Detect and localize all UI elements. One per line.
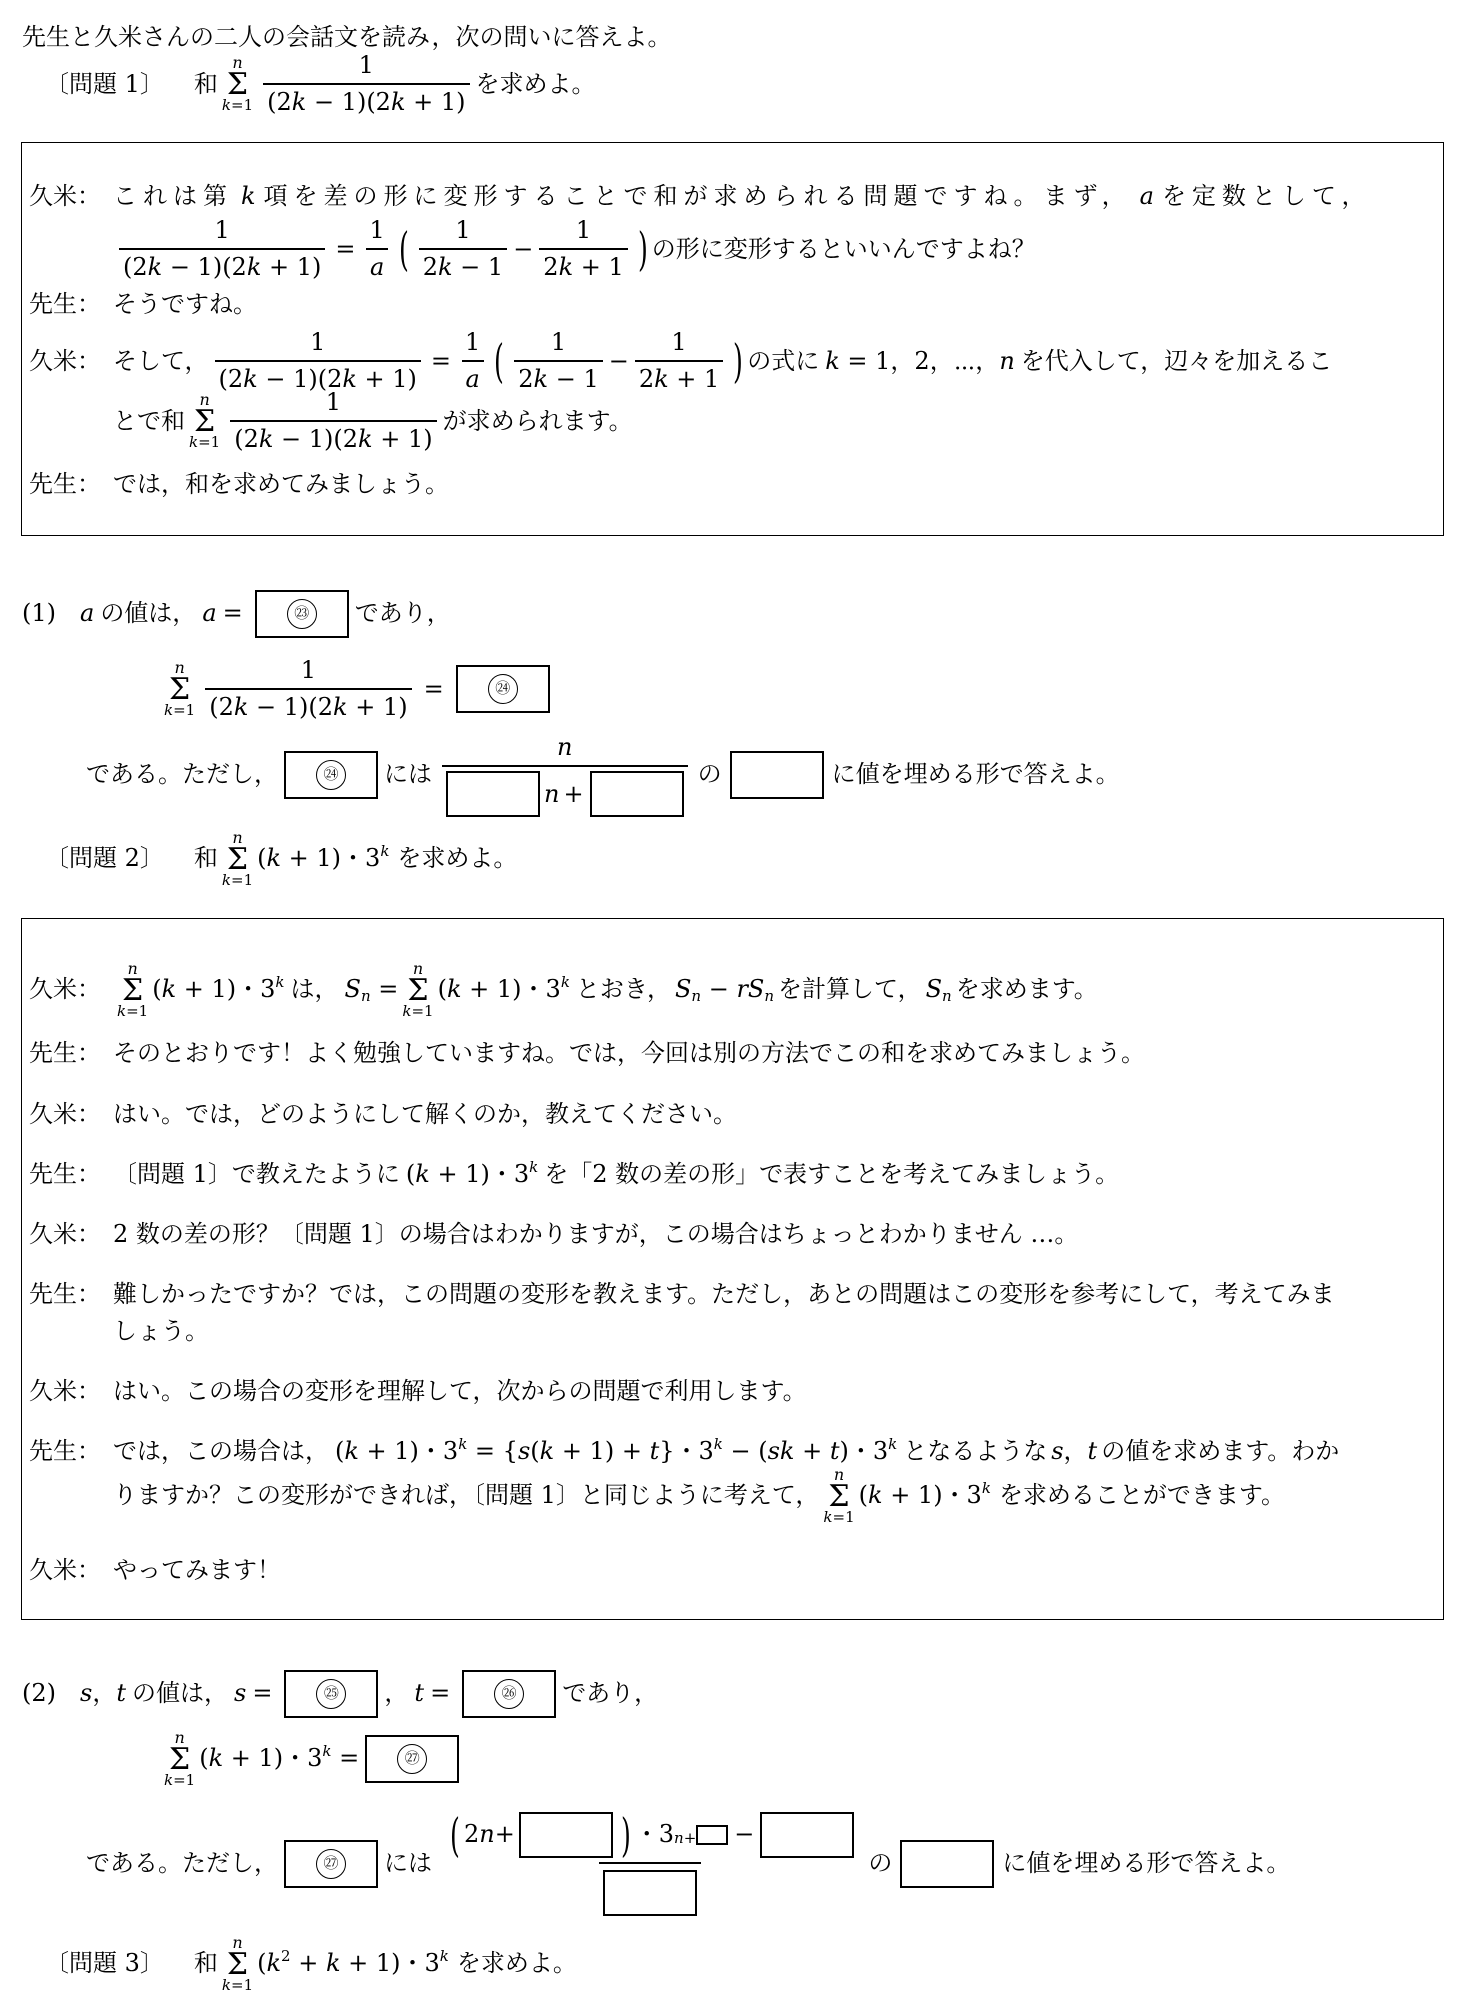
q1-line1: (1) a の値は， a = ㉓ であり， xyxy=(22,590,451,638)
dialog-text: が求められます。 xyxy=(442,406,633,435)
answer-box-25[interactable] xyxy=(284,1670,378,1718)
sum-symbol: n Σ k=1 xyxy=(189,390,221,452)
dialog-text: では，和を求めてみましょう。 xyxy=(113,470,449,498)
sum-symbol: n Σ k=1 xyxy=(221,1933,254,1994)
speaker-sensei: 先生： xyxy=(29,470,101,498)
blank-box[interactable] xyxy=(590,771,684,817)
answer-box-24-ref xyxy=(284,751,378,799)
q2-note: の xyxy=(868,1849,893,1878)
q1-line2: n Σ k=1 $\frac{1}{(2k - 1)(2k + 1)}$ = ㉔ xyxy=(160,655,556,723)
q2-line3 xyxy=(86,1808,1291,1916)
q2-label: (2) xyxy=(22,1679,56,1708)
dialog-text: やってみます！ xyxy=(113,1556,281,1584)
answer-number: ㉗ xyxy=(397,1744,427,1774)
speaker-sensei: 先生： xyxy=(29,290,101,318)
dialog-text: を「2 数の差の形」で表すことを考えてみましょう。 xyxy=(544,1160,1120,1188)
q1-note: である。ただし， xyxy=(86,760,278,788)
dialog-text: 項を差の形に変形することで和が求められる問題ですね。まず， xyxy=(263,182,1132,210)
dialog-text: とで和 xyxy=(113,406,185,435)
speaker-kume: 久米： xyxy=(29,975,101,1004)
dialog-text: そうですね。 xyxy=(113,290,257,318)
q2-line2: n Σ k=1 (k + 1)・$3^k$ = ㉗ xyxy=(160,1730,465,1788)
dialog-text: は， xyxy=(290,975,339,1004)
speaker-kume: 久米： xyxy=(29,1100,101,1128)
speaker-kume: 久米： xyxy=(29,1556,101,1584)
dialog2-line9: りますか？この変形ができれば，〔問題 1〕と同じように考えて， n Σ k=1 (k + 1)・3$^k$ を求めることができます。 xyxy=(113,1465,1286,1526)
answer-number: ㉗ xyxy=(316,1849,346,1879)
problem2-statement: 〔問題 2〕 和 n Σ k=1 (k + 1)・3$^k$ を求めよ。 xyxy=(45,828,518,889)
q2-note: に値を埋める形で答えよ。 xyxy=(1002,1849,1291,1878)
fraction: $\frac{1}{2k + 1}$ xyxy=(539,215,627,283)
blank-box[interactable] xyxy=(603,1870,697,1916)
intro-text: 先生と久米さんの二人の会話文を読み，次の問いに答えよ。 xyxy=(22,23,672,51)
problem1-label: 〔問題 1〕 xyxy=(45,69,164,98)
dialog-text: 難しかったですか？では，この問題の変形を教えます。ただし，あとの問題はこの変形を参考にして，考えてみま xyxy=(113,1280,1335,1308)
problem2-label: 〔問題 2〕 xyxy=(45,844,164,873)
blank-box[interactable] xyxy=(446,771,540,817)
dialog-text: とおき， xyxy=(575,975,671,1004)
dialog-text: を計算して， xyxy=(778,975,922,1004)
fraction: $\frac{1}{2k - 1}$ xyxy=(419,215,507,283)
dialog-text: では，この場合は， xyxy=(113,1437,329,1465)
dialog-text: の式に xyxy=(747,346,820,375)
dialog-box-1 xyxy=(21,142,1444,536)
sum-symbol: n Σ k=1 xyxy=(221,828,254,889)
sum-symbol: n Σ k=1 xyxy=(164,658,196,720)
q1-note: には xyxy=(384,760,432,788)
dialog1-line3 xyxy=(29,289,257,320)
answer-number: ㉓ xyxy=(287,599,317,629)
q1-label: (1) xyxy=(22,599,56,628)
dialog2-line2 xyxy=(29,1038,1145,1069)
q2-text: の値は， xyxy=(131,1679,228,1708)
q2-text: ， xyxy=(384,1679,409,1708)
sum-symbol: n Σ k=1 xyxy=(117,959,149,1020)
sum-symbol: n Σ k=1 xyxy=(164,1728,196,1789)
answer-box-27[interactable] xyxy=(365,1735,459,1783)
speaker-sensei: 先生： xyxy=(29,1160,101,1188)
speaker-sensei: 先生： xyxy=(29,1039,101,1067)
q1-text: の値は， xyxy=(100,599,197,628)
dialog1-line4: 久米： そして， $\frac{1}{(2k - 1)(2k + 1)}$ = $\frac{1}{a}$ ( $\frac{1}{2k - 1}$ − $\frac{1}{2k + 1}$ ) の式に k = 1，2，⋯，n を代入して，辺々を加えるこ xyxy=(29,327,1332,395)
answer-box-23[interactable] xyxy=(255,590,349,638)
dialog2-line7 xyxy=(29,1376,807,1407)
dialog-text: となるような xyxy=(903,1437,1048,1465)
dialog-text: 〔問題 1〕で教えたように xyxy=(113,1160,400,1188)
q1-note: の xyxy=(697,760,722,788)
dialog-text: の値を求めます。わか xyxy=(1101,1437,1340,1465)
fraction: $\frac{1}{(2k - 1)(2k + 1)}$ xyxy=(215,327,421,395)
dialog-text: を求めることができます。 xyxy=(998,1481,1286,1510)
q2-line1: (2) s，t の値は， s = ㉕ ， t = ㉖ であり， xyxy=(22,1670,658,1718)
q1-note: に値を埋める形で答えよ。 xyxy=(831,760,1120,788)
dialog-text: そのとおりです！よく勉強していますね。では，今回は別の方法でこの和を求めてみましょう。 xyxy=(113,1039,1145,1067)
dialog1-line5 xyxy=(113,387,633,455)
sum-symbol: n Σ k=1 xyxy=(221,53,254,115)
dialog2-line3 xyxy=(29,1099,737,1130)
problem3-tail: を求めよ。 xyxy=(456,1949,577,1978)
problem2-tail: を求めよ。 xyxy=(397,844,518,873)
fraction: $\frac{1}{(2k - 1)(2k + 1)}$ xyxy=(119,215,325,283)
dialog-text: はい。では，どのようにして解くのか，教えてください。 xyxy=(113,1100,737,1128)
dialog1-line2: $\frac{1}{(2k - 1)(2k + 1)}$ = $\frac{1}{a}$ ( $\frac{1}{2k - 1}$ − $\frac{1}{2k + 1}$ ) の形に変形するといいんですよね？ xyxy=(113,215,1036,283)
dialog-text: はい。この場合の変形を理解して，次からの問題で利用します。 xyxy=(113,1377,807,1405)
blank-box[interactable] xyxy=(519,1812,613,1858)
blank-box xyxy=(730,751,824,799)
fraction: $\frac{1}{(2k - 1)(2k + 1)}$ xyxy=(263,50,469,118)
answer-box-24[interactable] xyxy=(456,665,550,713)
answer-box-26[interactable] xyxy=(462,1670,556,1718)
answer-number: ㉔ xyxy=(488,674,518,704)
speaker-sensei: 先生： xyxy=(29,1437,101,1465)
problem1-tail: を求めよ。 xyxy=(475,69,596,98)
fraction: $\frac{1}{(2k - 1)(2k + 1)}$ xyxy=(205,655,411,723)
dialog-text: を代入して，辺々を加えるこ xyxy=(1020,346,1333,375)
dialog-text: しょう。 xyxy=(113,1317,209,1345)
dialog-text: これは第 xyxy=(113,182,233,210)
dialog1-line1: 久米： これは第 k 項を差の形に変形することで和が求められる問題ですね。まず， a を定数として， xyxy=(29,181,1371,212)
speaker-kume: 久米： xyxy=(29,1377,101,1405)
sum-symbol: n Σ k=1 xyxy=(823,1465,855,1526)
fraction: $\frac{1}{a}$ xyxy=(365,215,388,283)
problem3-label: 〔問題 3〕 xyxy=(45,1949,164,1978)
dialog-text: そして， xyxy=(113,346,209,375)
q2-note: である。ただし， xyxy=(86,1849,278,1878)
fraction: $\frac{1}{a}$ xyxy=(461,327,484,395)
dialog2-line4: 先生： 〔問題 1〕で教えたように (k + 1)・3$^k$ を「2 数の差の形」で表すことを考えてみましょう。 xyxy=(29,1159,1119,1190)
dialog2-line6b xyxy=(113,1316,209,1347)
blank-box[interactable] xyxy=(760,1812,854,1858)
sum-symbol: n Σ k=1 xyxy=(402,959,434,1020)
speaker-kume: 久米： xyxy=(29,182,101,210)
dialog2-line5 xyxy=(29,1219,1078,1250)
speaker-kume: 久米： xyxy=(29,1220,101,1248)
dialog-text: を定数として， xyxy=(1161,182,1372,210)
dialog2-line8: 先生： では，この場合は， (k + 1)・$3^k = \{s(k + 1) + t\}$・$3^k - (sk + t)$・3$^k$ となるような s，t の値を求めます。わか xyxy=(29,1436,1339,1467)
answer-number: ㉖ xyxy=(494,1679,524,1709)
q2-text: であり， xyxy=(562,1679,659,1708)
fraction: $\frac{1}{2k - 1}$ xyxy=(514,327,602,395)
dialog-text: 2 数の差の形？〔問題 1〕の場合はわかりますが，この場合はちょっとわかりません …。 xyxy=(113,1220,1079,1248)
q1-text: であり， xyxy=(354,599,451,628)
dialog2-line1: 久米： n Σ k=1 (k + 1)・3$^k$ は， $S_n$ = n Σ k=1 (k + 1)・3$^k$ とおき， $S_n - rS_n$ を計算して， $S_n$ を求めます。 xyxy=(29,959,1098,1020)
q1-line3 xyxy=(86,732,1120,817)
answer-number: ㉕ xyxy=(316,1679,346,1709)
dialog1-line6 xyxy=(29,469,449,500)
dialog2-line10 xyxy=(29,1555,281,1586)
fraction: ( 2 n + ) ・3 n+ − xyxy=(442,1812,858,1916)
fraction: $\frac{1}{2k + 1}$ xyxy=(635,327,723,395)
fraction: $\frac{1}{(2k - 1)(2k + 1)}$ xyxy=(230,387,436,455)
q2-note: には xyxy=(384,1849,432,1878)
fraction: n n + xyxy=(442,732,688,817)
speaker-sensei: 先生： xyxy=(29,1280,101,1308)
problem1-wa: 和 xyxy=(193,69,218,98)
dialog-box-2 xyxy=(21,918,1444,1620)
problem3-wa: 和 xyxy=(193,1949,218,1978)
blank-box[interactable] xyxy=(696,1825,728,1845)
dialog2-line6 xyxy=(29,1279,1335,1310)
dialog-text: の形に変形するといいんですよね？ xyxy=(651,234,1036,263)
problem3-statement: 〔問題 3〕 和 n Σ k=1 $(k^2 + k + 1)$・3$^k$ を求めよ。 xyxy=(45,1933,577,1994)
dialog-text: りますか？この変形ができれば，〔問題 1〕と同じように考えて， xyxy=(113,1481,820,1510)
answer-box-27-ref xyxy=(284,1840,378,1888)
blank-box xyxy=(900,1840,994,1888)
dialog-text: を求めます。 xyxy=(955,975,1098,1004)
speaker-kume: 久米： xyxy=(29,346,101,375)
problem1-statement xyxy=(45,50,596,118)
problem2-wa: 和 xyxy=(193,844,218,873)
answer-number: ㉔ xyxy=(316,760,346,790)
